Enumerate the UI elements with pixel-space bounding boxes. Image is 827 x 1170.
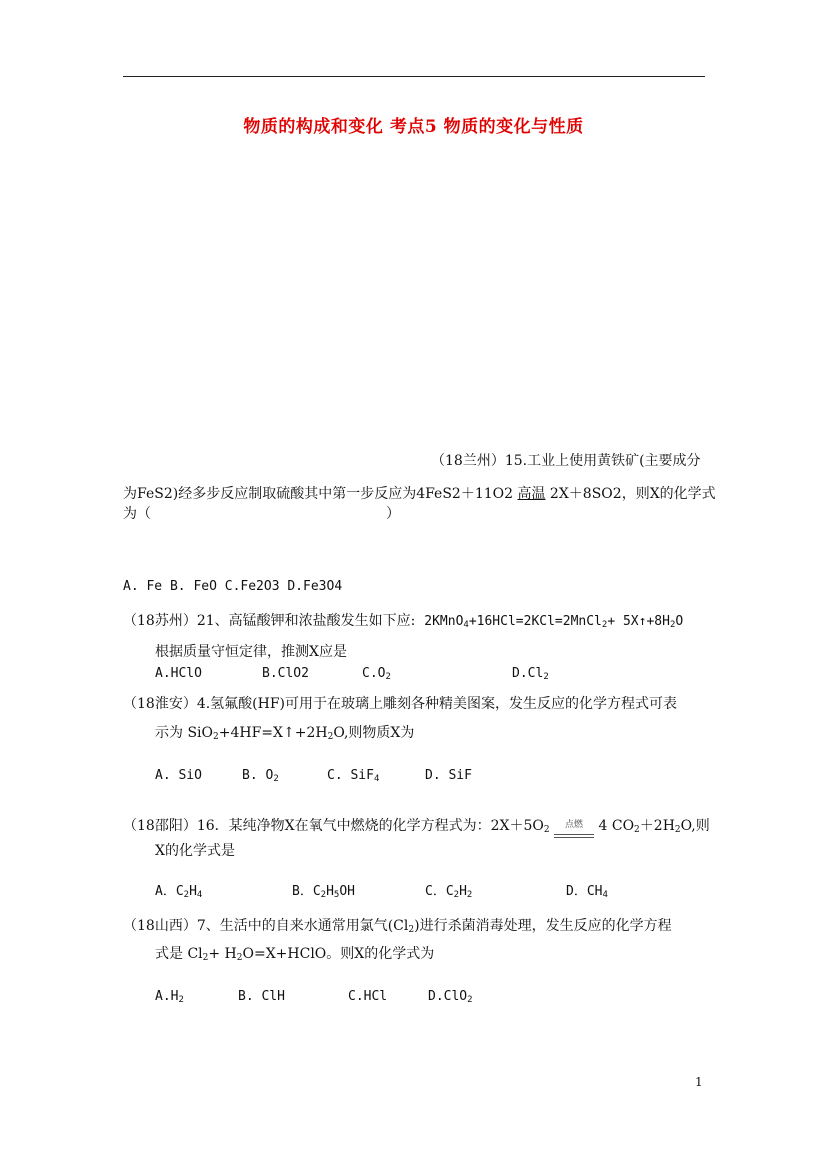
q15-line3: 为（ ） bbox=[123, 506, 400, 522]
q16-line2: X的化学式是 bbox=[155, 843, 235, 859]
page-title: 物质的构成和变化 考点5 物质的变化与性质 bbox=[243, 117, 584, 137]
q16-option-d: D．$CH_4$ bbox=[566, 884, 608, 900]
q21-option-b: B.ClO2 bbox=[262, 666, 309, 681]
q7-line1: （18山西）7、生活中的自来水通常用氯气$(Cl_2)$进行杀菌消毒处理，发生反应的化学方程 bbox=[123, 918, 672, 935]
q7-option-a: $A.H_2$ bbox=[155, 989, 184, 1005]
q7-line2: 式是 $Cl_2+$ $H_2O=X+HClO$。则X的化学式为 bbox=[155, 946, 435, 963]
q4-line1: （18淮安）4.氢氟酸(HF)可用于在玻璃上雕刻各种精美图案，发生反应的化学方程式可表 bbox=[123, 696, 678, 712]
q15-condition: 高温 bbox=[517, 486, 546, 502]
q16-option-a: A．$C_2H_4$ bbox=[155, 884, 203, 900]
q21-line1: （18苏州）21、高锰酸钾和浓盐酸发生如下应: 2KMnO$_4$+16HCl=2KCl=2MnCl$_2$+ $5X↑+8H_2O$ bbox=[123, 613, 684, 630]
q4-option-b: B. $O_2$ bbox=[242, 768, 279, 784]
q15-options: A. Fe B. FeO C.Fe2O3 D.Fe3O4 bbox=[123, 579, 343, 594]
q21-option-a: A.HClO bbox=[155, 666, 202, 681]
q16-option-b: B．$C_2H_5OH$ bbox=[292, 884, 355, 900]
q16-condition: 点燃 bbox=[554, 816, 594, 838]
q7-option-b: B. ClH bbox=[238, 989, 285, 1004]
q7-option-d: D.ClO$_2$ bbox=[428, 989, 473, 1005]
q4-option-c: C. SiF$_4$ bbox=[327, 768, 380, 784]
page-number: 1 bbox=[695, 1075, 703, 1089]
q15-line2: 为FeS2)经多步反应制取硫酸其中第一步反应为4FeS2＋11O2 高温 2X＋8SO2，则X的化学式 bbox=[123, 486, 716, 502]
q16-option-c: C．$C_2H_2$ bbox=[425, 884, 473, 900]
q4-line2: 示为 $SiO_2+4HF=X↑+2H_2O$,则物质X为 bbox=[155, 725, 415, 742]
q4-option-d: D. SiF bbox=[425, 768, 472, 783]
q16-line1: （18邵阳）16．某纯净物X在氧气中燃烧的化学方程式为：$2X+5O_2$ 点燃 4 $CO_2+2H_2O$,则 bbox=[123, 816, 710, 838]
q21-line2: 根据质量守恒定律，推测X应是 bbox=[155, 644, 347, 660]
q21-option-c: $C.O_2$ bbox=[362, 666, 391, 682]
q21-option-d: $D.Cl_2$ bbox=[512, 666, 549, 682]
q15-line1: （18兰州）15.工业上使用黄铁矿(主要成分 bbox=[431, 453, 701, 469]
q7-option-c: C.HCl bbox=[348, 989, 388, 1004]
q4-option-a: A. SiO bbox=[155, 768, 202, 783]
header-rule bbox=[123, 76, 705, 77]
